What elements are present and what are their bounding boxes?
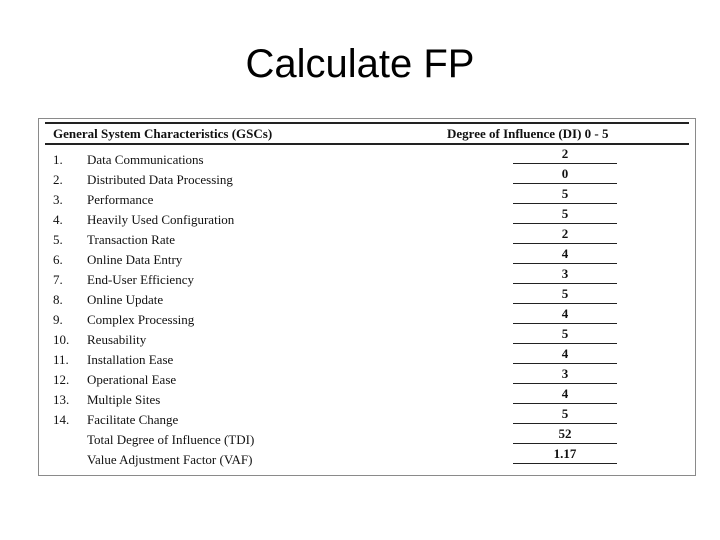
- row-value: 5: [561, 186, 569, 201]
- value-underline: [513, 443, 617, 444]
- row-value: 2: [561, 146, 569, 161]
- value-underline: [513, 303, 617, 304]
- row-value: 4: [561, 346, 569, 361]
- row-label: Data Communications: [87, 152, 204, 167]
- row-value: 4: [561, 306, 569, 321]
- row-label: Heavily Used Configuration: [87, 212, 235, 227]
- row-label: Complex Processing: [87, 312, 195, 327]
- value-underline: [513, 383, 617, 384]
- row-value: 5: [561, 206, 569, 221]
- row-number: 8.: [53, 292, 63, 307]
- row-label: End-User Efficiency: [87, 272, 194, 287]
- row-label: Transaction Rate: [87, 232, 175, 247]
- row-number: 4.: [53, 212, 63, 227]
- header-degree-of-influence: Degree of Influence (DI) 0 - 5: [447, 126, 609, 141]
- slide-title: Calculate FP: [245, 42, 475, 86]
- row-value: 4: [561, 386, 569, 401]
- value-underline: [513, 343, 617, 344]
- header-gsc: General System Characteristics (GSCs): [53, 126, 273, 141]
- row-label: Operational Ease: [87, 372, 177, 387]
- row-value: 5: [561, 286, 569, 301]
- row-value: 1.17: [553, 446, 577, 461]
- value-underline: [513, 463, 617, 464]
- row-label: Online Update: [87, 292, 164, 307]
- row-number: 3.: [53, 192, 63, 207]
- value-underline: [513, 223, 617, 224]
- row-label: Installation Ease: [87, 352, 174, 367]
- row-value: 3: [561, 266, 569, 281]
- value-underline: [513, 363, 617, 364]
- row-number: 7.: [53, 272, 63, 287]
- row-number: 9.: [53, 312, 63, 327]
- row-label: Multiple Sites: [87, 392, 161, 407]
- header-top-rule: [45, 122, 689, 124]
- row-label: Performance: [87, 192, 154, 207]
- row-value: 4: [561, 246, 569, 261]
- row-number: 11.: [53, 352, 69, 367]
- row-label: Reusability: [87, 332, 147, 347]
- row-number: 5.: [53, 232, 63, 247]
- row-number: 14.: [53, 412, 70, 427]
- value-underline: [513, 243, 617, 244]
- row-label: Total Degree of Influence (TDI): [87, 432, 255, 447]
- row-label: Value Adjustment Factor (VAF): [87, 452, 253, 467]
- value-underline: [513, 403, 617, 404]
- row-value: 5: [561, 326, 569, 341]
- row-value: 52: [558, 426, 572, 441]
- row-number: 12.: [53, 372, 70, 387]
- row-number: 13.: [53, 392, 70, 407]
- value-underline: [513, 183, 617, 184]
- row-label: Online Data Entry: [87, 252, 183, 267]
- row-number: 1.: [53, 152, 63, 167]
- header-bottom-rule: [45, 143, 689, 145]
- value-underline: [513, 423, 617, 424]
- row-number: 2.: [53, 172, 63, 187]
- value-underline: [513, 263, 617, 264]
- value-underline: [513, 323, 617, 324]
- row-label: Distributed Data Processing: [87, 172, 233, 187]
- row-value: 5: [561, 406, 569, 421]
- value-underline: [513, 203, 617, 204]
- row-value: 3: [561, 366, 569, 381]
- gsc-table: [38, 118, 696, 476]
- row-number: 6.: [53, 252, 63, 267]
- value-underline: [513, 163, 617, 164]
- table-row-vaf: [39, 446, 697, 470]
- row-label: Facilitate Change: [87, 412, 179, 427]
- row-number: 10.: [53, 332, 70, 347]
- row-value: 0: [561, 166, 569, 181]
- row-value: 2: [561, 226, 569, 241]
- value-underline: [513, 283, 617, 284]
